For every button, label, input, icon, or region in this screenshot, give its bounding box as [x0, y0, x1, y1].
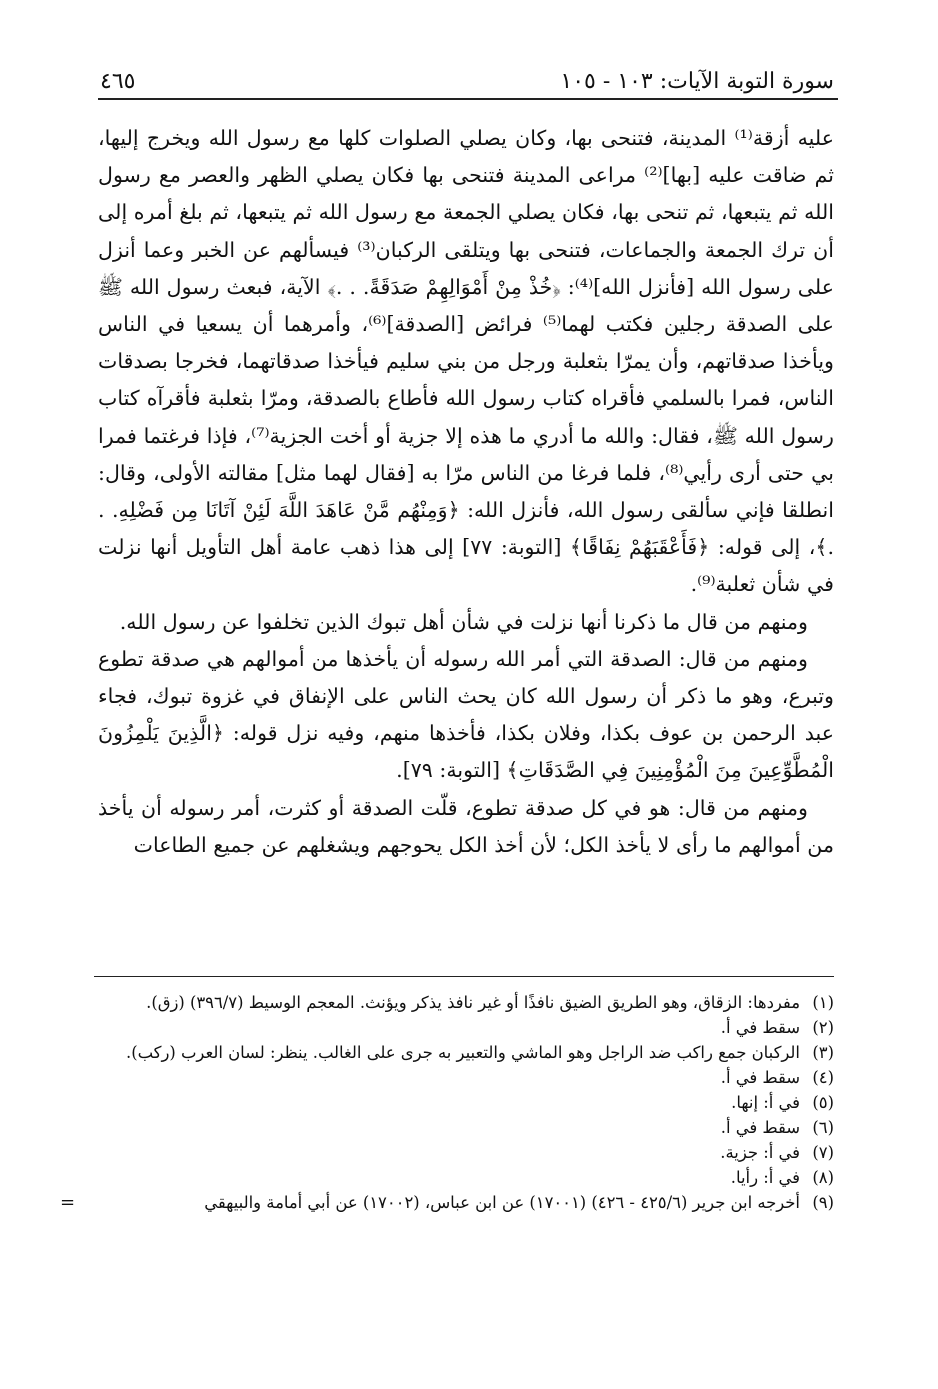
footnote	[98, 1040, 834, 1065]
footnote	[98, 1140, 834, 1165]
footnote	[98, 1065, 834, 1090]
footnote	[60, 1190, 834, 1215]
paragraph: عليه أزقة⁽¹⁾ المدينة، فتنحى بها، وكان يصلي الصلوات كلها مع رسول الله ويخرج إليها، ثم ضاقت عليه [بها]⁽²⁾ مراعى المدينة فتنحى بها فكان يصلي الظهر والعصر مع رسول الله ثم يتبعها، ثم تنحى بها، فكان يصلي الجمعة مع رسول الله ثم يتبعها، ثم بلغ أمره إلى أن ترك الجمعة والجماعات، فتنحى بها ويتلقى الركبان⁽³⁾ فيسألهم عن الخبر وعما أنزل على رسول الله [فأنزل الله]⁽⁴⁾: ﴿خُذْ مِنْ أَمْوَالِهِمْ صَدَقَةً. . .﴾ الآية، فبعث رسول الله ﷺ على الصدقة رجلين فكتب لهما⁽⁵⁾ فرائض [الصدقة]⁽⁶⁾، وأمرهما أن يسعيا في الناس ويأخذا صدقاتهم، وأن يمرّا بثعلبة ورجل من بني سليم فيأخذا صدقاتهما، فخرجا بصدقات الناس، فمرا بالسلمي فأقراه كتاب رسول الله فأطاع بالصدقة، ومرّا بثعلبة فأقرآه كتاب رسول الله ﷺ، فقال: والله ما أدري ما هذه إلا جزية أو أخت الجزية⁽⁷⁾، فإذا فرغتما فمرا بي حتى أرى رأيي⁽⁸⁾، فلما فرغا من الناس مرّا به [فقال لهما مثل] مقالته الأولى، وقال: انطلقا فإني سألقى رسول الله، فأنزل الله: ﴿وَمِنْهُم مَّنْ عَاهَدَ اللَّهَ لَئِنْ آتَانَا مِن فَضْلِهِ. . .﴾، إلى قوله: ﴿فَأَعْقَبَهُمْ نِفَاقًا﴾ [التوبة: ٧٧] إلى هذا ذهب عامة أهل التأويل أنها نزلت في شأن ثعلبة⁽⁹⁾.	[98, 126, 835, 597]
running-title: سورة التوبة الآيات: ١٠٣ - ١٠٥	[560, 69, 834, 94]
footnote-number: (٢)	[812, 1018, 834, 1037]
footnote-text: مفردها: الزقاق، وهو الطريق الضيق نافذًا أو غير نافذ يذكر ويؤنث. المعجم الوسيط (٣٩٦/٧) (زق).	[146, 993, 800, 1012]
footnote-number: (٧)	[812, 1143, 834, 1162]
footnote	[98, 1115, 834, 1140]
footnote-number: (١)	[812, 993, 834, 1012]
footnote	[98, 990, 834, 1015]
footnote-number: (٤)	[812, 1068, 834, 1087]
footnote-text: أخرجه ابن جرير (٤٢٥/٦ - ٤٢٦) (١٧٠٠١) عن ابن عباس، (١٧٠٠٢) عن أبي أمامة والبيهقي	[204, 1193, 800, 1212]
footnote-text: سقط في أ.	[720, 1118, 800, 1137]
footnote-text: في أ: رأيا.	[730, 1168, 800, 1187]
footnote-number: (٦)	[812, 1118, 834, 1137]
footnote	[98, 1165, 834, 1190]
footnote-number: (٨)	[812, 1168, 834, 1187]
footnote-text: الركبان جمع راكب ضد الراجل وهو الماشي والتعبير به جرى على الغالب. ينظر: لسان العرب (ركب).	[125, 1043, 800, 1062]
footnote-text: في أ: إنها.	[731, 1093, 800, 1112]
footnote-rule	[94, 976, 834, 977]
footnote-number: (٣)	[812, 1043, 834, 1062]
footnote	[98, 1015, 834, 1040]
page-header	[100, 58, 834, 94]
footnote-text: في أ: جزية.	[720, 1143, 800, 1162]
continuation-mark: =	[60, 1192, 76, 1213]
main-text	[98, 120, 834, 864]
footnote-number: (٩)	[812, 1193, 834, 1212]
header-rule	[98, 98, 838, 100]
footnote-text: سقط في أ.	[720, 1018, 800, 1037]
paragraph: ومنهم من قال ما ذكرنا أنها نزلت في شأن أهل تبوك الذين تخلفوا عن رسول الله.	[119, 609, 808, 634]
paragraph: ومنهم من قال: هو في كل صدقة تطوع، قلّت الصدقة أو كثرت، أمر رسوله أن يأخذ من أموالهم ما رأى لا يأخذ الكل؛ لأن أخذ الكل يحوجهم ويشغلهم عن جميع الطاعات	[98, 795, 834, 857]
page-number: ٤٦٥	[100, 69, 136, 94]
paragraph: ومنهم من قال: الصدقة التي أمر الله رسوله أن يأخذها من أموالهم هي صدقة تطوع وتبرع، وهو ما ذكر أن رسول الله كان يحث الناس على الإنفاق في غزوة تبوك، فجاء عبد الرحمن بن عوف بكذا، وفلان بكذا، فأخذها منهم، وفيه نزل قوله: ﴿الَّذِينَ يَلْمِزُونَ الْمُطَّوِّعِينَ مِنَ الْمُؤْمِنِينَ فِي الصَّدَقَاتِ﴾ [التوبة: ٧٩].	[98, 646, 835, 783]
footnote	[98, 1090, 834, 1115]
footnote-number: (٥)	[812, 1093, 834, 1112]
footnote-text: سقط في أ.	[720, 1068, 800, 1087]
footnotes	[60, 990, 834, 1215]
